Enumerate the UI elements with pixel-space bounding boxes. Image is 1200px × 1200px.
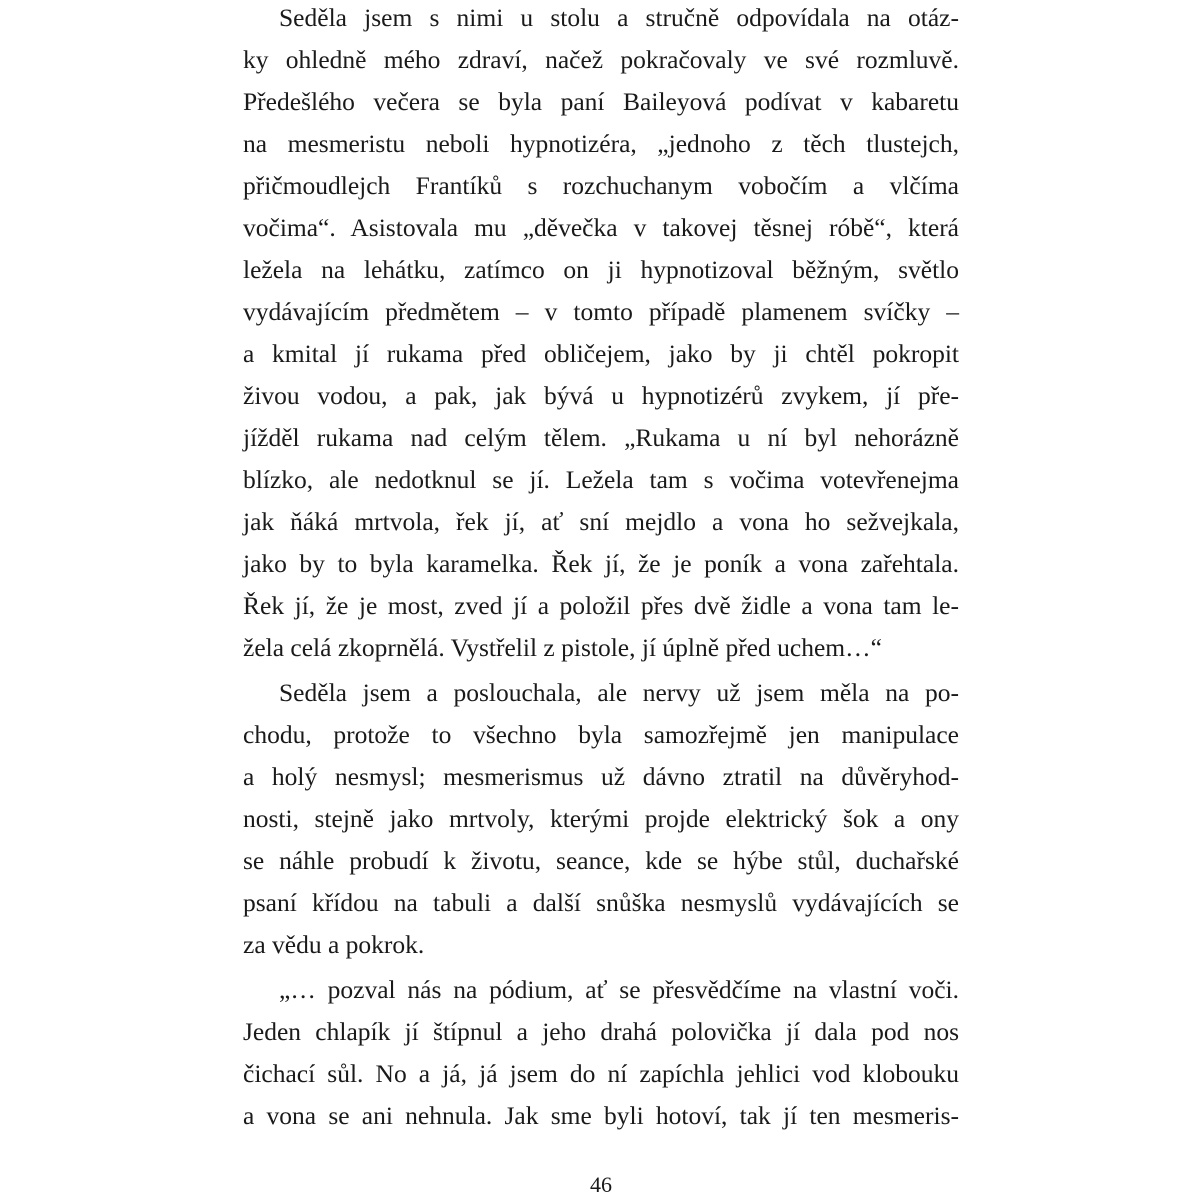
text-line: ky ohledně mého zdraví, načež pokračovaly ve své rozmluvě. [243, 45, 959, 74]
text-line: živou vodou, a pak, jak bývá u hypnotizérů zvykem, jí pře- [243, 381, 959, 410]
text-line: chodu, protože to všechno byla samozřejmě jen manipulace [243, 720, 959, 749]
text-line: a holý nesmysl; mesmerismus už dávno ztratil na důvěryhod- [243, 762, 959, 791]
text-line: Řek jí, že je most, zved jí a položil přes dvě židle a vona tam le- [243, 591, 959, 620]
text-line: čichací sůl. No a já, já jsem do ní zapíchla jehlici vod klobouku [243, 1059, 959, 1088]
text-line: jak ňáká mrtvola, řek jí, ať sní mejdlo a vona ho sežvejkala, [243, 507, 959, 536]
text-line: Předešlého večera se byla paní Baileyová podívat v kabaretu [243, 87, 959, 116]
text-line: a kmital jí rukama před obličejem, jako by ji chtěl pokropit [243, 339, 959, 368]
text-line: ležela na lehátku, zatímco on ji hypnotizoval běžným, světlo [243, 255, 959, 284]
text-line: se náhle probudí k životu, seance, kde se hýbe stůl, duchařské [243, 846, 959, 875]
text-line: Seděla jsem s nimi u stolu a stručně odpovídala na otáz- [279, 3, 959, 32]
text-line: přičmoudlejch Frantíků s rozchuchanym vobočím a vlčíma [243, 171, 959, 200]
text-line: žela celá zkoprnělá. Vystřelil z pistole, jí úplně před uchem…“ [243, 633, 882, 662]
text-line: za vědu a pokrok. [243, 930, 425, 959]
text-line: jížděl rukama nad celým tělem. „Rukama u ní byl nehorázně [243, 423, 959, 452]
text-line: na mesmeristu neboli hypnotizéra, „jednoho z těch tlustejch, [243, 129, 959, 158]
text-line: a vona se ani nehnula. Jak sme byli hotoví, tak jí ten mesmeris- [243, 1101, 959, 1130]
text-line: blízko, ale nedotknul se jí. Ležela tam s vočima votevřenejma [243, 465, 959, 494]
text-line: Seděla jsem a poslouchala, ale nervy už jsem měla na po- [279, 678, 959, 707]
page-number: 46 [590, 1172, 612, 1197]
text-line: jako by to byla karamelka. Řek jí, že je poník a vona zařehtala. [243, 549, 959, 578]
text-line: nosti, stejně jako mrtvoly, kterými projde elektrický šok a ony [243, 804, 959, 833]
text-line: vočima“. Asistovala mu „děvečka v takovej těsnej róbě“, která [243, 213, 959, 242]
text-line: psaní křídou na tabuli a další snůška nesmyslů vydávajících se [243, 888, 959, 917]
text-line: Jeden chlapík jí štípnul a jeho drahá polovička jí dala pod nos [243, 1017, 959, 1046]
text-line: vydávajícím předmětem – v tomto případě plamenem svíčky – [243, 297, 959, 326]
book-page [243, 0, 959, 1200]
text-line: „… pozval nás na pódium, ať se přesvědčíme na vlastní voči. [279, 975, 959, 1004]
